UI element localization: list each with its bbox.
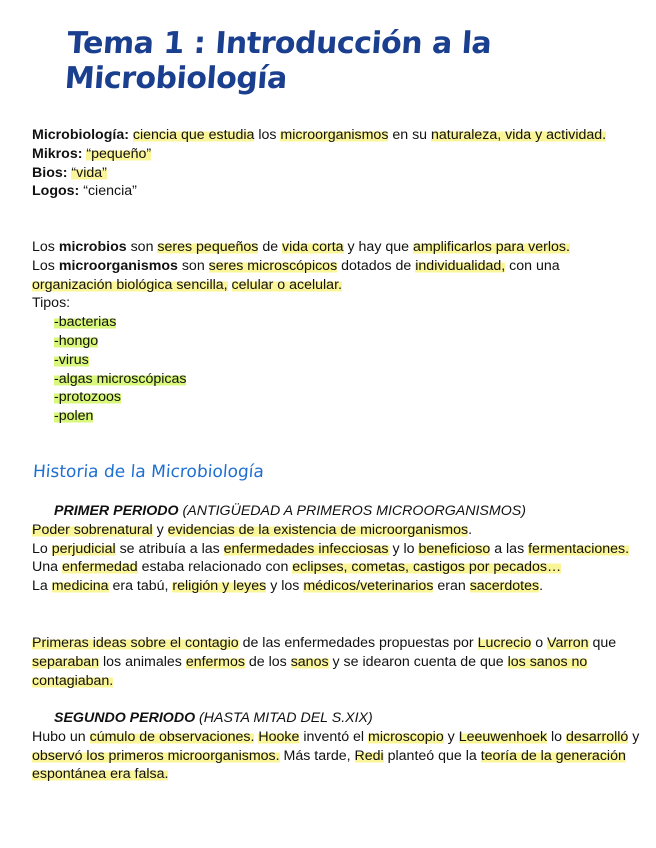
definition-microbiologia: Microbiología: ciencia que estudia los microorganismos en su naturaleza, vida y actividad. <box>32 127 607 143</box>
first-period-line: Una enfermedad estaba relacionado con eclipses, cometas, castigos por pecados… <box>32 559 562 576</box>
first-period-line: La medicina era tabú, religión y leyes y los médicos/veterinarios eran sacerdotes. <box>32 578 544 595</box>
list-item: -hongo <box>54 332 99 349</box>
list-item: -virus <box>54 351 89 368</box>
definition-bios: Bios: “vida” <box>32 164 107 181</box>
microbios-block <box>32 238 640 426</box>
list-item: -bacterias <box>54 314 117 331</box>
definitions-block <box>32 126 640 201</box>
definition-logos: Logos: “ciencia” <box>32 183 137 200</box>
section-title-history: Historia de la Microbiología <box>32 462 265 482</box>
first-period-line: Lo perjudicial se atribuía a las enfermedades infecciosas y lo beneficioso a las fermentaciones. <box>32 540 630 557</box>
first-period-line: Poder sobrenatural y evidencias de la existencia de microorganismos. <box>32 521 473 538</box>
first-period-block <box>32 502 640 596</box>
contagion-paragraph: Primeras ideas sobre el contagio de las enfermedades propuestas por Lucrecio o Varron que separaban los animales enfermos de los sanos y se idearon cuenta de que los sanos no contagiaban. <box>32 635 617 689</box>
second-period-heading: SEGUNDO PERIODO (HASTA MITAD DEL S.XIX) <box>54 710 373 726</box>
definition-mikros: Mikros: “pequeño” <box>32 145 152 162</box>
list-item: -algas microscópicas <box>54 370 187 387</box>
second-period-block <box>32 709 640 784</box>
microbios-paragraph: Los microbios son seres pequeños de vida corta y hay que amplificarlos para verlos. <box>32 239 570 255</box>
page-title: Tema 1 : Introducción a la Microbiología <box>63 26 493 96</box>
contagion-block <box>32 634 640 690</box>
types-label: Tipos: <box>32 295 71 312</box>
microorganismos-paragraph: Los microorganismos son seres microscópicos dotados de individualidad, con una organización biológica sencilla, celular o acelular. <box>32 257 560 293</box>
list-item: -protozoos <box>54 389 122 406</box>
second-period-paragraph: Hubo un cúmulo de observaciones. Hooke inventó el microscopio y Leeuwenhoek lo desarrolló y observó los primeros microorganismos. Más tarde, Redi planteó que la teoría de la generación espontánea era falsa. <box>32 728 640 783</box>
first-period-heading: PRIMER PERIODO (ANTIGÜEDAD A PRIMEROS MICROORGANISMOS) <box>54 503 526 519</box>
list-item: -polen <box>54 408 94 425</box>
